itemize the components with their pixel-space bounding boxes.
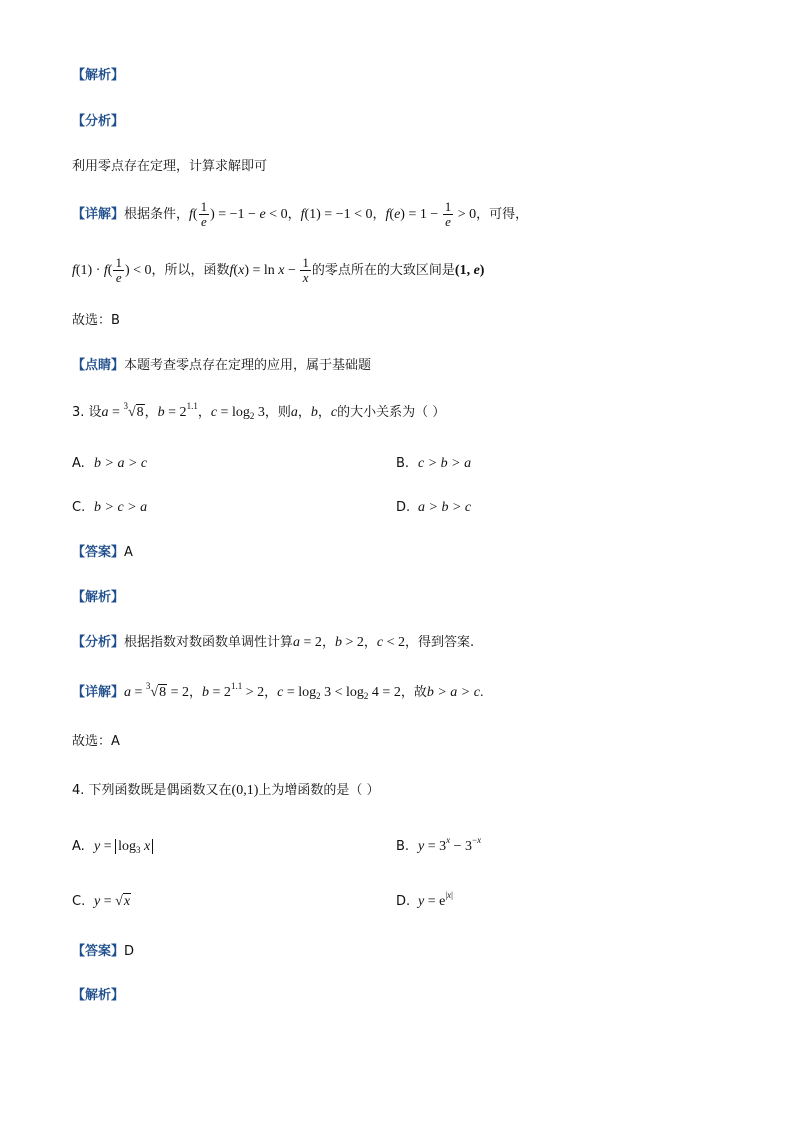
q4-tag-analysis: 【解析】: [72, 988, 125, 1003]
q2-analysis-text: 利用零点存在定理，计算求解即可: [72, 159, 268, 174]
q4-option-b: B. $y = 3^x - 3^{-x}$: [396, 835, 482, 854]
detail-tag: 【详解】: [72, 207, 125, 222]
q3-option-b: B. c > b > a: [396, 456, 472, 471]
section-tag-analysis: 【解析】: [72, 68, 125, 83]
section-tag-fenxi: 【分析】: [72, 114, 125, 129]
q3-stem: 3. 设a = $^3$√8，$b = 2^{1.1}$，$c = \log_2 3$，则a，b，c的大小关系为（ ）: [72, 401, 446, 421]
q3-xiangjie: 【详解】a = $^3$√8 = 2，$b = 2^{1.1} > 2$，$c = \log_2 3 < \log_2 4 = 2$，故b > a > c.: [72, 681, 484, 701]
q4-answer: 【答案】D: [72, 944, 135, 959]
q2-detail-line1: 【详解】根据条件，f( $\frac{1}{e}$ ) = −1 − e < 0，f(1) = −1 < 0，f(e) = 1 − $\frac{1}{e}$ > 0，可得，: [72, 199, 529, 229]
q3-answer: 【答案】A: [72, 545, 133, 560]
q4-stem: 4. 下列函数既是偶函数又在(0,1)上为增函数的是（ ）: [72, 783, 380, 798]
q3-option-a: A. b > a > c: [72, 456, 148, 471]
q4-option-d: D. $y = e^{|x|}$: [396, 890, 453, 909]
q3-option-d: D. a > b > c: [396, 500, 472, 515]
q4-option-a: A. $y = \log_3 x$: [72, 838, 153, 856]
q2-dianjing: 【点睛】本题考查零点存在定理的应用，属于基础题: [72, 358, 372, 373]
q4-option-c: C. y = √x: [72, 894, 131, 909]
q3-option-c: C. b > c > a: [72, 500, 148, 515]
q3-tag-analysis: 【解析】: [72, 590, 125, 605]
q2-detail-line2: f(1) · f( $\frac{1}{e}$ ) < 0，所以，函数f(x) = ln x − $\frac{1}{x}$ 的零点所在的大致区间是(1, e): [72, 255, 485, 285]
q3-select: 故选：A: [72, 734, 120, 749]
q2-select: 故选：B: [72, 313, 120, 328]
q3-fenxi: 【分析】根据指数对数函数单调性计算a = 2，b > 2，c < 2，得到答案.: [72, 635, 475, 650]
